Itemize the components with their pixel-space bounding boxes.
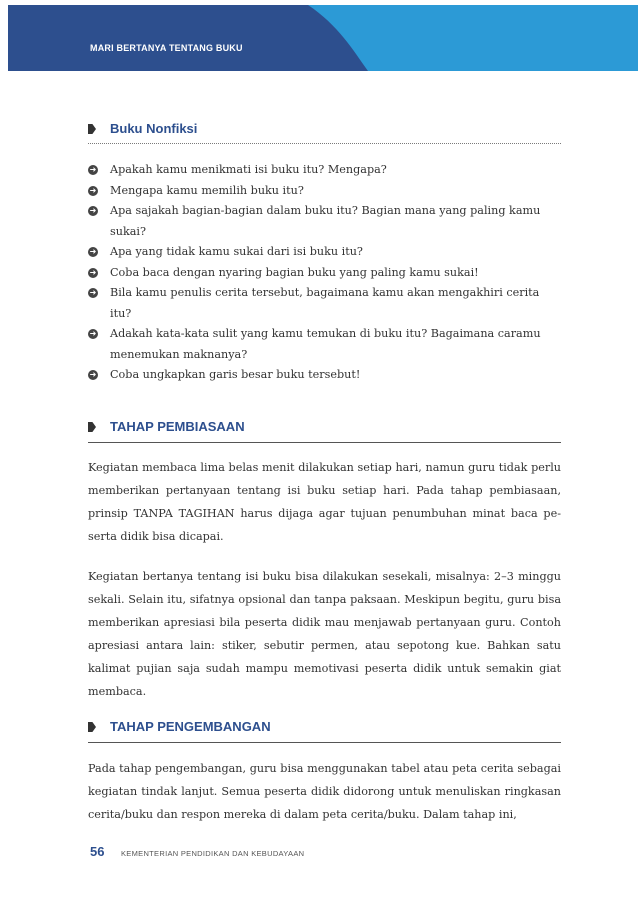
- list-item: ➜ Apa sajakah bagian-bagian dalam buku itu? Bagian mana yang paling kamu sukai?: [89, 204, 541, 238]
- section-heading-text: Buku Nonfiksi: [110, 121, 198, 136]
- paragraph: Kegiatan membaca lima belas menit dilakukan setiap hari, namun guru tidak perlu memberikan pertanyaan tentang isi buku setiap hari. Pada tahap pembiasaan, prinsip TANPA TAGIHAN harus dijaga agar tujuan penumbuhan minat baca peserta didik bisa dicapai.: [88, 461, 561, 543]
- arrow-circle-icon: ➜: [89, 329, 97, 338]
- list-item: ➜ Coba ungkapkan garis besar buku tersebut!: [89, 368, 361, 381]
- paragraph: Kegiatan bertanya tentang isi buku bisa dilakukan sesekali, misalnya: 2–3 minggu sekali. Selain itu, sifatnya opsional dan tanpa paksaan. Meskipun begitu, guru bisa memberikan apresiasi bila peserta didik mau menjawab pertanyaan guru. Contoh apresiasi antara lain: stiker, sebutir permen, atau sepotong kue. Bahkan satu kalimat pujian saja sudah mampu memotivasi peserta didik untuk semakin giat membaca.: [88, 570, 561, 698]
- header-band: [8, 5, 638, 71]
- section-heading-text: TAHAP PEMBIASAAN: [110, 419, 245, 434]
- footer-publisher: KEMENTERIAN PENDIDIKAN DAN KEBUDAYAAN: [121, 849, 305, 858]
- running-header-title: MARI BERTANYA TENTANG BUKU: [90, 43, 243, 53]
- heading-marker-icon: [88, 422, 96, 432]
- list-item: ➜ Bila kamu penulis cerita tersebut, bagaimana kamu akan mengakhiri cerita itu?: [89, 286, 540, 320]
- section-heading-text: TAHAP PENGEMBANGAN: [110, 719, 271, 734]
- heading-marker-icon: [88, 124, 96, 134]
- arrow-circle-icon: ➜: [89, 267, 97, 277]
- list-item: ➜ Adakah kata-kata sulit yang kamu temukan di buku itu? Bagaimana caramu menemukan maknanya?: [89, 327, 541, 361]
- arrow-circle-icon: ➜: [89, 165, 97, 174]
- heading-divider: [88, 442, 561, 443]
- header-main-shape: [8, 5, 368, 71]
- arrow-circle-icon: ➜: [89, 185, 97, 195]
- heading-marker-icon: [88, 722, 96, 732]
- question-list: [88, 160, 561, 386]
- arrow-circle-icon: ➜: [89, 206, 97, 215]
- paragraph: Pada tahap pengembangan, guru bisa menggunakan tabel atau peta cerita sebagai kegiatan tindak lanjut. Semua peserta didik didorong untuk menuliskan ringkasan cerita/buku dan respon mereka di dalam peta cerita/buku. Dalam tahap ini,: [88, 762, 561, 821]
- list-item: ➜ Apakah kamu menikmati isi buku itu? Mengapa?: [89, 163, 387, 176]
- list-item: ➜ Apa yang tidak kamu sukai dari isi buku itu?: [89, 245, 363, 258]
- list-item: ➜ Coba baca dengan nyaring bagian buku yang paling kamu sukai!: [89, 265, 479, 279]
- header-band-graphic: [8, 5, 638, 71]
- arrow-circle-icon: ➜: [89, 247, 97, 256]
- heading-divider: [88, 742, 561, 743]
- arrow-circle-icon: ➜: [89, 370, 97, 379]
- heading-divider: [88, 143, 561, 144]
- list-item: ➜ Mengapa kamu memilih buku itu?: [89, 183, 304, 197]
- arrow-circle-icon: ➜: [89, 288, 97, 297]
- page-number: 56: [90, 844, 105, 859]
